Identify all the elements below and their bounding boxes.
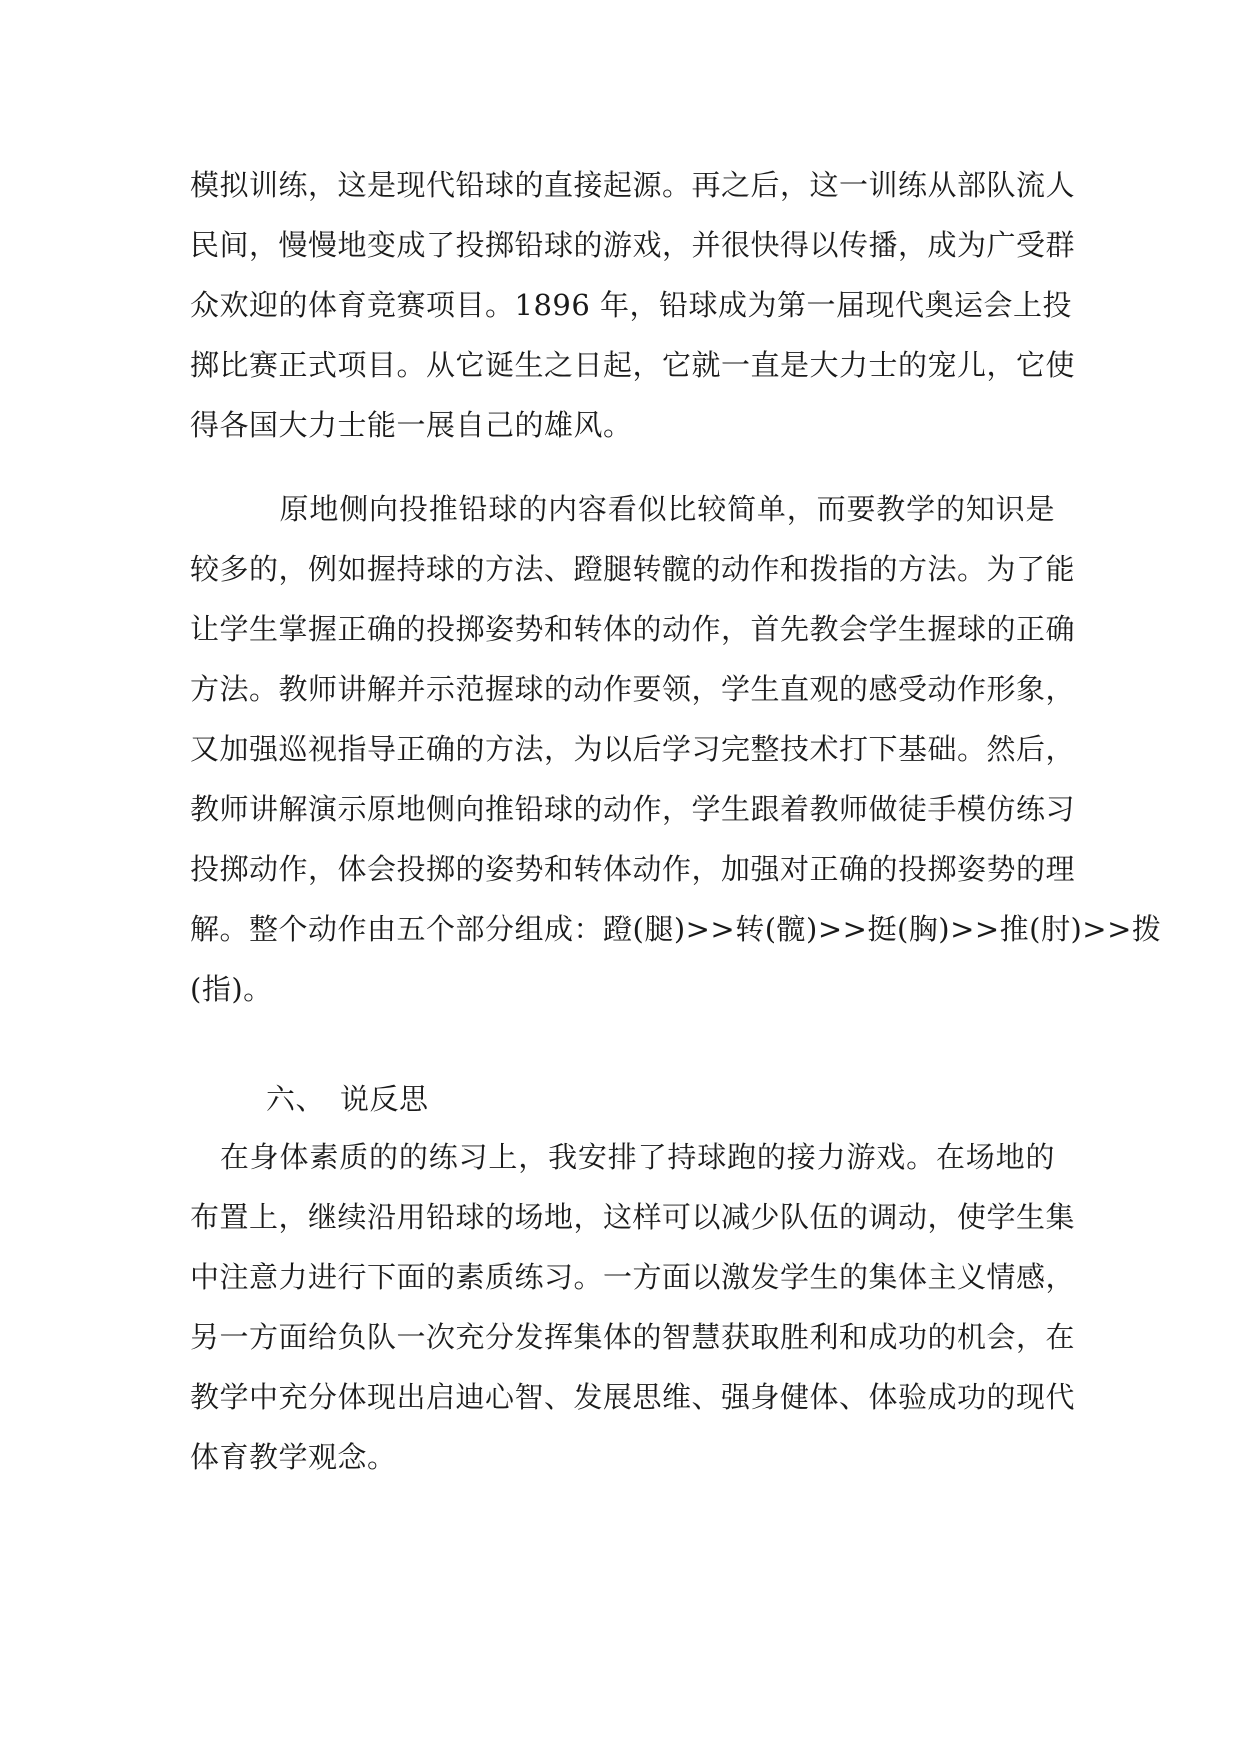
text-line: 布置上，继续沿用铅球的场地，这样可以减少队伍的调动，使学生集 <box>190 1200 1076 1234</box>
paragraph-teaching-method <box>190 479 1162 1019</box>
text-line: 教学中充分体现出启迪心智、发展思维、强身健体、体验成功的现代 <box>190 1380 1076 1414</box>
text-line: 中注意力进行下面的素质练习。一方面以激发学生的集体主义情感， <box>190 1260 1076 1294</box>
text-line: 民间，慢慢地变成了投掷铅球的游戏，并很快得以传播，成为广受群 <box>190 228 1076 262</box>
text-line: 方法。教师讲解并示范握球的动作要领，学生直观的感受动作形象， <box>190 672 1076 706</box>
text-line: 较多的，例如握持球的方法、蹬腿转髋的动作和拨指的方法。为了能 <box>190 552 1076 586</box>
text-line: 众欢迎的体育竞赛项目。1896 年，铅球成为第一届现代奥运会上投 <box>190 288 1073 322</box>
text-line: 教师讲解演示原地侧向推铅球的动作，学生跟着教师做徒手模仿练习 <box>190 792 1076 826</box>
text-line: 让学生掌握正确的投掷姿势和转体的动作，首先教会学生握球的正确 <box>190 612 1076 646</box>
text-line: 在身体素质的的练习上，我安排了持球跑的接力游戏。在场地的 <box>190 1140 1055 1174</box>
text-line: 掷比赛正式项目。从它诞生之日起，它就一直是大力士的宠儿，它使 <box>190 348 1076 382</box>
text-line: 另一方面给负队一次充分发挥集体的智慧获取胜利和成功的机会，在 <box>190 1320 1076 1354</box>
paragraph-shot-put-origin <box>190 155 1076 455</box>
text-line: 体育教学观念。 <box>190 1440 397 1474</box>
section-heading <box>190 1069 1055 1129</box>
text-line: 原地侧向投推铅球的内容看似比较简单，而要教学的知识是 <box>190 492 1055 526</box>
text-line: 模拟训练，这是现代铅球的直接起源。再之后，这一训练从部队流人 <box>190 168 1076 202</box>
paragraph-reflection <box>190 1127 1076 1487</box>
text-line: 又加强巡视指导正确的方法，为以后学习完整技术打下基础。然后， <box>190 732 1076 766</box>
text-line: (指)。 <box>190 972 273 1006</box>
text-line: 得各国大力士能一展自己的雄风。 <box>190 408 633 442</box>
section-heading-text: 六、 说反思 <box>266 1082 429 1116</box>
text-line: 解。整个动作由五个部分组成：蹬(腿)>>转(髋)>>挺(胸)>>推(肘)>>拨 <box>190 912 1162 946</box>
text-line: 投掷动作，体会投掷的姿势和转体动作，加强对正确的投掷姿势的理 <box>190 852 1076 886</box>
